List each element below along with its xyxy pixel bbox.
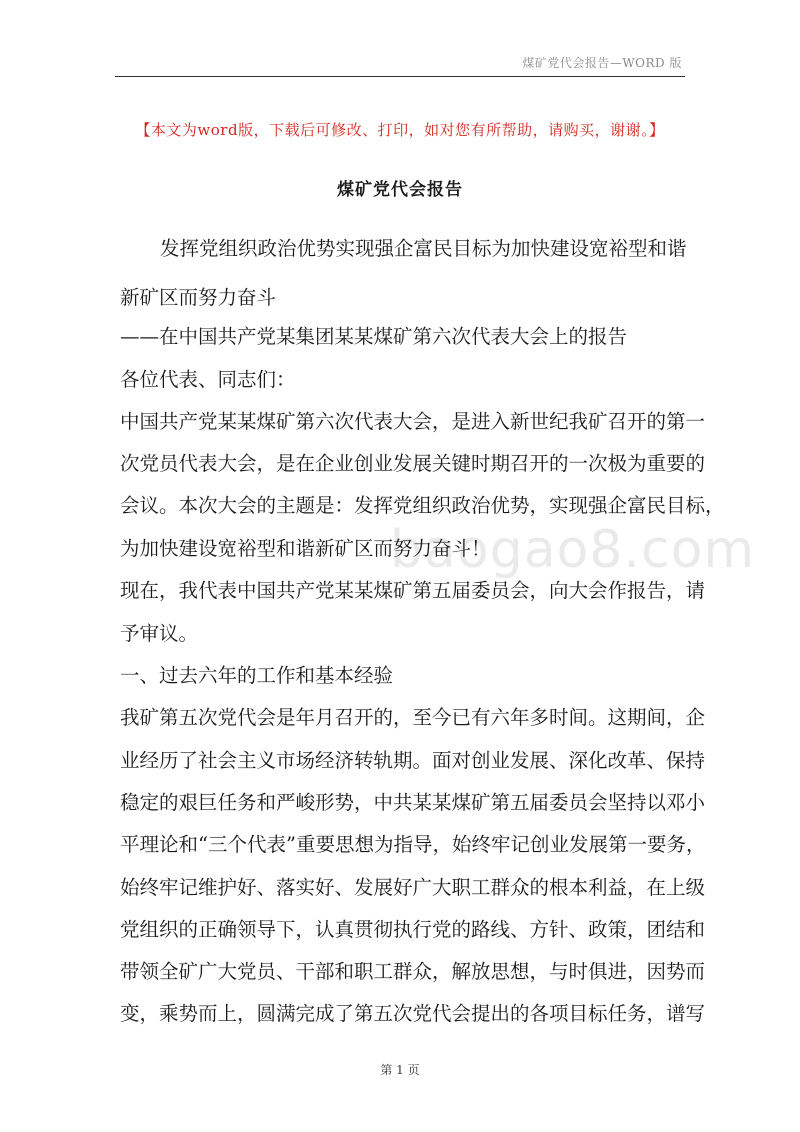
page-header-title: 煤矿党代会报告—WORD 版 xyxy=(522,56,682,70)
body-line: 党组织的正确领导下，认真贯彻执行党的路线、方针、政策，团结和 xyxy=(120,918,706,941)
body-line: 业经历了社会主义市场经济转轨期。面对创业发展、深化改革、保持 xyxy=(120,749,706,772)
body-line: 我矿第五次党代会是年月召开的，至今已有六年多时间。这期间，企 xyxy=(120,706,706,729)
purchase-notice: 【本文为word版，下载后可修改、打印，如对您有所帮助，请购买，谢谢。】 xyxy=(135,121,665,139)
page-number: 第 1 页 xyxy=(380,1063,420,1077)
body-line: 稳定的艰巨任务和严峻形势，中共某某煤矿第五届委员会坚持以邓小 xyxy=(120,791,706,814)
body-line: 中国共产党某某煤矿第六次代表大会，是进入新世纪我矿召开的第一 xyxy=(120,410,706,433)
body-line: 各位代表、同志们： xyxy=(120,368,296,391)
header-divider xyxy=(115,76,685,77)
body-line: ——在中国共产党某集团某某煤矿第六次代表大会上的报告 xyxy=(120,325,628,348)
body-line: 予审议。 xyxy=(120,622,199,645)
body-line: 带领全矿广大党员、干部和职工群众，解放思想，与时俱进，因势而 xyxy=(120,960,706,983)
body-line: 平理论和“三个代表”重要思想为指导，始终牢记创业发展第一要务， xyxy=(120,833,706,856)
body-line: 次党员代表大会，是在企业创业发展关键时期召开的一次极为重要的 xyxy=(120,452,706,475)
body-line: 为加快建设宽裕型和谐新矿区而努力奋斗！ xyxy=(120,537,491,560)
body-line: 始终牢记维护好、落实好、发展好广大职工群众的根本利益，在上级 xyxy=(120,876,706,899)
body-line: 现在，我代表中国共产党某某煤矿第五届委员会，向大会作报告，请 xyxy=(120,579,706,602)
body-line: 会议。本次大会的主题是：发挥党组织政治优势，实现强企富民目标， xyxy=(120,494,725,517)
watermark: baogao8.com xyxy=(390,520,756,580)
body-line: 变，乘势而上，圆满完成了第五次党代会提出的各项目标任务，谱写 xyxy=(120,1002,706,1025)
body-line: 新矿区而努力奋斗 xyxy=(120,286,277,309)
body-line: 发挥党组织政治优势实现强企富民目标为加快建设宽裕型和谐 xyxy=(160,237,687,260)
section-heading: 一、过去六年的工作和基本经验 xyxy=(120,664,394,687)
document-title: 煤矿党代会报告 xyxy=(337,180,463,200)
